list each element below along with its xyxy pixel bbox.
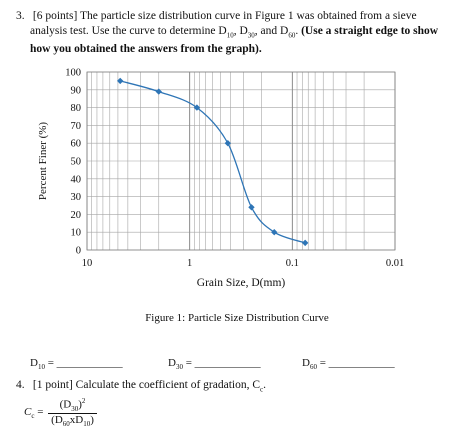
formula-text: xD [69,413,84,426]
question-text: [1 point] Calculate the coefficient of gradation, C [32,379,261,391]
formula-text: (D [51,413,63,426]
answer-label: D [302,357,310,369]
subscript: 30 [175,363,183,372]
question-4 [16,378,466,397]
y-tick-label: 30 [70,192,81,204]
y-tick-label: 10 [70,227,81,239]
answer-blank: = ____________ [182,357,261,369]
y-tick-label: 90 [70,85,81,97]
formula-text: ) [78,398,82,411]
y-axis-label: Percent Finer (%) [37,121,49,201]
subscript: 60 [288,30,296,39]
subscript: 10 [83,420,91,429]
subscript: 10 [226,30,234,39]
question-text: . [295,24,299,37]
subscript: 30 [247,30,255,39]
question-number: 3. [16,10,25,22]
y-tick-label: 40 [70,174,81,186]
formula-text: ) [90,413,94,426]
formula-text: (D [59,398,72,411]
subscript: 60 [62,420,70,429]
y-tick-labels [65,68,81,257]
chart-grid [87,72,395,250]
superscript: 2 [81,397,86,405]
y-tick-label: 20 [70,209,81,221]
d10-answer-blank[interactable] [30,357,123,371]
answer-label: D [30,357,38,369]
formula-numerator [48,397,97,414]
x-axis-label: Grain Size, D(mm) [196,277,286,289]
d30-answer-blank[interactable] [168,357,261,371]
answer-label: D [168,357,176,369]
instruction-text: (Use a straight edge to show [298,24,439,37]
x-tick-labels [82,258,404,269]
subscript: c [31,412,35,421]
y-tick-label: 70 [70,120,81,132]
question-points: [6 points] [32,10,78,22]
y-tick-label: 100 [65,67,81,79]
x-tick-label: 0.01 [385,258,405,269]
subscript: 10 [37,363,45,372]
y-tick-label: 0 [75,245,81,257]
data-point-marker [225,140,231,146]
question-text: , D [233,24,248,37]
question-text: . [263,379,267,391]
question-text: , and D [254,24,289,37]
y-tick-label: 60 [70,138,81,150]
y-tick-label: 50 [70,156,81,168]
subscript: c [260,385,264,394]
data-point-marker [248,204,254,210]
subscript: 30 [71,404,79,413]
d60-answer-blank[interactable] [302,357,395,371]
x-tick-label: 10 [81,258,93,269]
coefficient-formula: $C_c$ = $\frac{(D_{30})^2}{(D_{60}xD_{10})}$ [24,397,97,428]
figure-caption: Figure 1: Particle Size Distribution Curve [145,312,329,324]
instruction-line-3: how you obtained the answers from the graph). [30,43,262,56]
question-text: analysis test. Use the curve to determine D [30,24,227,37]
answer-blank: = ____________ [44,357,123,369]
data-point-marker [302,240,308,246]
subscript: 60 [309,363,317,372]
answer-blank: = ____________ [316,357,395,369]
formula-denominator [48,414,97,428]
question-number: 4. [16,379,25,391]
x-tick-label: 1 [187,258,193,269]
formula-fraction [48,397,97,428]
x-tick-label: 0.1 [285,258,299,269]
question-text: The particle size distribution curve in Figure 1 was obtained from a sieve [79,10,417,22]
data-point-marker [156,88,162,94]
y-tick-label: 80 [70,103,81,115]
